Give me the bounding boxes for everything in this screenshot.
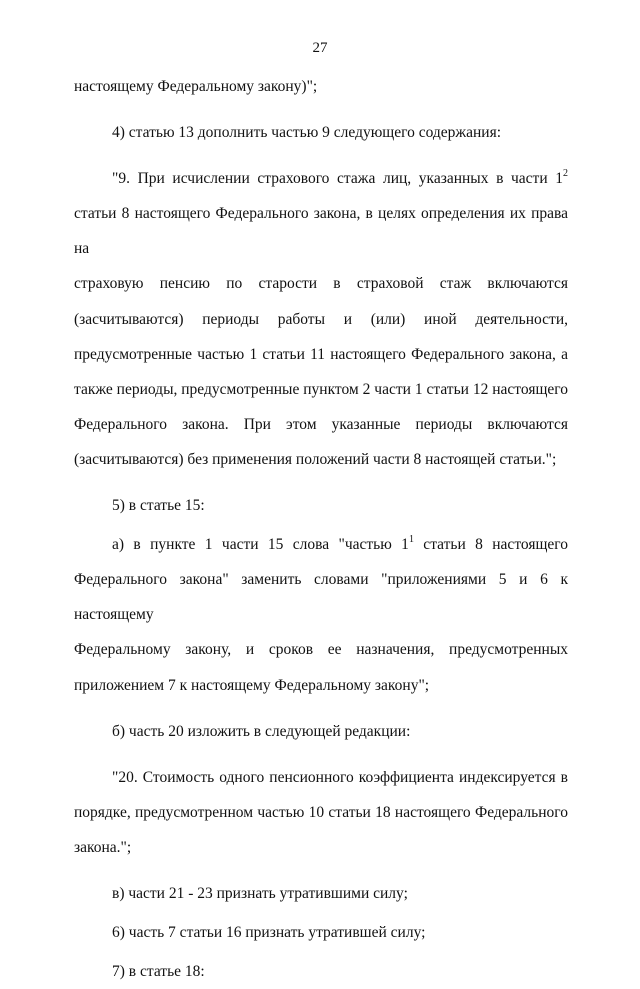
paragraph-item-7 (74, 954, 568, 989)
paragraph-item-5 (74, 488, 568, 523)
document-body (74, 69, 568, 989)
paragraph-quote-part-9 (74, 161, 568, 477)
paragraph-subitem-a (74, 527, 568, 702)
text-line: 5) в статье 15: (112, 497, 205, 515)
text-line: 4) статью 13 дополнить частью 9 следующего содержания: (112, 124, 502, 142)
text-line: 7) в статье 18: (112, 963, 205, 981)
text-line: настоящему Федеральному закону)"; (74, 78, 318, 95)
text-line: (засчитываются) без применения положений части 8 настоящей статьи."; (74, 450, 557, 468)
text-line: закона."; (74, 838, 132, 856)
text-line: б) часть 20 изложить в следующей редакции: (112, 722, 411, 740)
text-line: Федерального закона" заменить словами "приложениями 5 и 6 к настоящему (74, 571, 568, 624)
text-line: предусмотренные частью 1 статьи 11 настоящего Федерального закона, а (74, 345, 568, 363)
text-line: "20. Стоимость одного пенсионного коэффициента индексируется в (112, 768, 568, 786)
paragraph-item-6 (74, 915, 568, 950)
text-line: а) в пункте 1 части 15 слова "частью $1^1$ статьи 8 настоящего (112, 534, 569, 554)
paragraph-continuation (74, 69, 568, 104)
text-line: страховую пенсию по старости в страховой стаж включаются (74, 275, 568, 293)
text-line: 6) часть 7 статьи 16 признать утратившей силу; (112, 924, 426, 942)
paragraph-item-4 (74, 115, 568, 150)
text-line: "9. При исчислении страхового стажа лиц, указанных в части $1^2$ (112, 168, 568, 188)
paragraph-quote-part-20 (74, 760, 568, 865)
text-line: Федеральному закону, и сроков ее назначения, предусмотренных (74, 641, 568, 659)
paragraph-subitem-b (74, 714, 568, 749)
paragraph-subitem-v (74, 876, 568, 911)
text-line: приложением 7 к настоящему Федеральному закону"; (74, 676, 430, 694)
superscript: 1 (408, 534, 414, 546)
text-line: порядке, предусмотренном частью 10 статьи 18 настоящего Федерального (74, 803, 568, 821)
text-line: (засчитываются) периоды работы и (или) иной деятельности, (74, 310, 568, 328)
superscript: 2 (563, 168, 568, 180)
text-line: статьи 8 настоящего Федерального закона, в целях определения их права на (74, 205, 568, 258)
page-number: 27 (312, 40, 328, 56)
text-line: в) части 21 - 23 признать утратившими силу; (112, 884, 408, 902)
text-line: также периоды, предусмотренные пунктом 2 части 1 статьи 12 настоящего (74, 380, 568, 398)
text-line: Федерального закона. При этом указанные периоды включаются (74, 415, 568, 433)
